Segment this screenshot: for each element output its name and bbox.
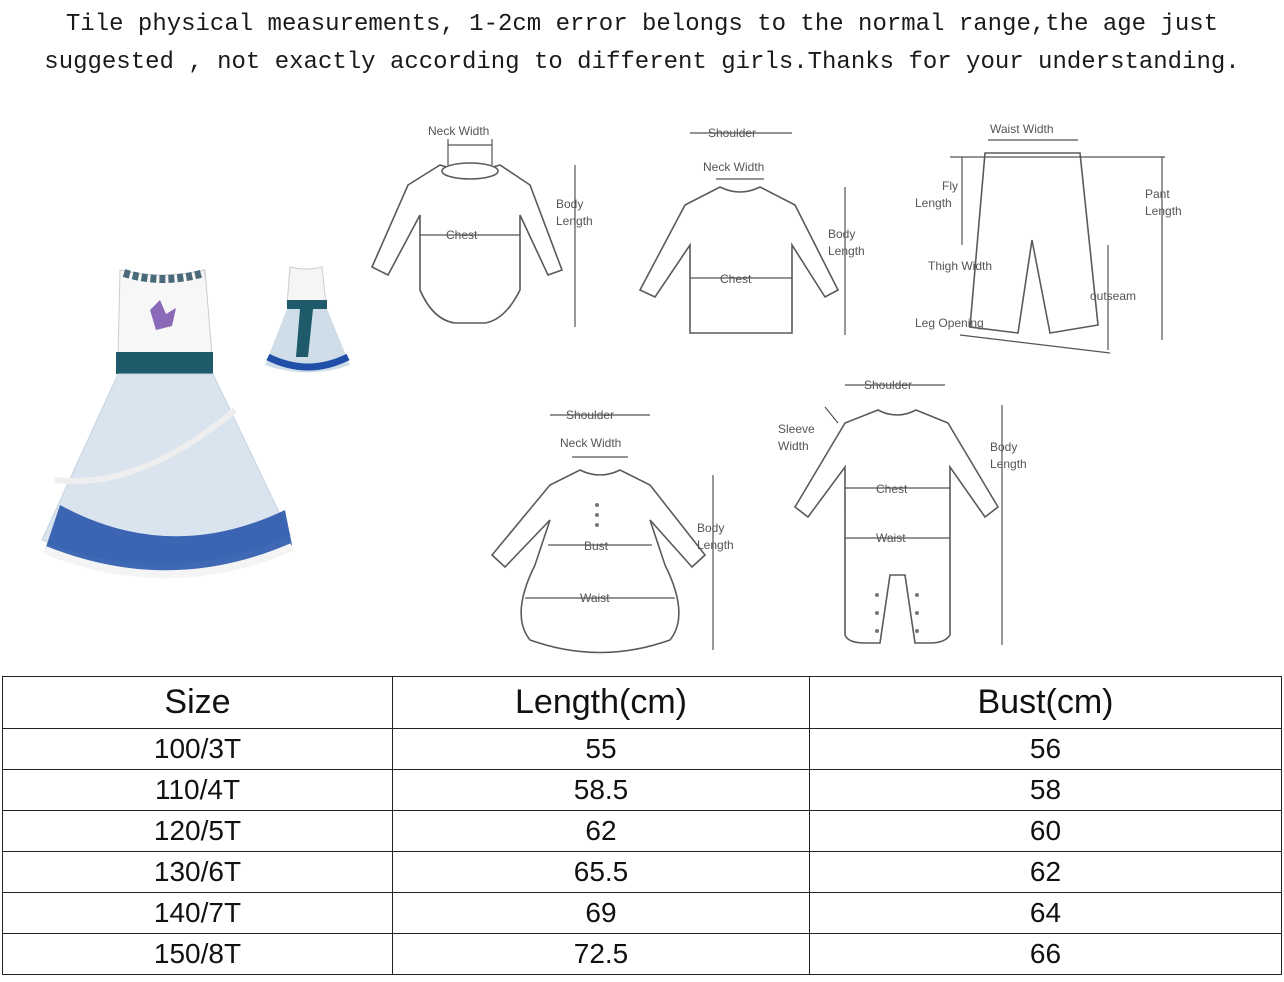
cell-length: 58.5: [393, 770, 810, 811]
romper-diagram: [778, 378, 1027, 645]
bodysuit-chest-label: Chest: [446, 228, 478, 242]
tshirt-chest-label: Chest: [720, 272, 752, 286]
cell-length: 72.5: [393, 934, 810, 975]
pants-thigh-width-label: Thigh Width: [928, 259, 993, 273]
tshirt-neck-width-label: Neck Width: [703, 160, 765, 174]
table-row: [3, 934, 1282, 975]
dress-body-label: Body: [697, 521, 725, 535]
cell-length: 65.5: [393, 852, 810, 893]
table-row: [3, 729, 1282, 770]
pants-pant-label: Pant: [1145, 187, 1170, 201]
cell-bust: 66: [810, 934, 1282, 975]
col-header-size: Size: [3, 677, 393, 729]
cell-size: 100/3T: [3, 729, 393, 770]
romper-body-label: Body: [990, 440, 1018, 454]
romper-width-label: Width: [778, 439, 809, 453]
pants-pant-length-label: Length: [1145, 204, 1182, 218]
table-row: [3, 893, 1282, 934]
cell-length: 69: [393, 893, 810, 934]
tshirt-body-label: Body: [828, 227, 856, 241]
tshirt-shoulder-label: Shoulder: [708, 126, 757, 140]
cell-bust: 58: [810, 770, 1282, 811]
dress-diagram: [492, 408, 734, 653]
tshirt-length-label: Length: [828, 244, 865, 258]
cell-length: 62: [393, 811, 810, 852]
bodysuit-body-label: Body: [556, 197, 584, 211]
romper-waist-label: Waist: [876, 531, 906, 545]
bodysuit-diagram: [372, 124, 593, 327]
col-header-length: Length(cm): [393, 677, 810, 729]
table-header-row: [3, 677, 1282, 729]
cell-size: 110/4T: [3, 770, 393, 811]
tshirt-diagram: [640, 126, 865, 335]
romper-length-label: Length: [990, 457, 1027, 471]
romper-sleeve-label: Sleeve: [778, 422, 815, 436]
bodysuit-neck-width-label: Neck Width: [428, 124, 490, 138]
notice-line-2: suggested , not exactly according to different girls.Thanks for your understanding.: [44, 49, 1240, 76]
table-row: [3, 770, 1282, 811]
size-chart-table: [2, 676, 1282, 975]
bodysuit-length-label: Length: [556, 214, 593, 228]
cell-bust: 60: [810, 811, 1282, 852]
dress-neck-width-label: Neck Width: [560, 436, 622, 450]
pants-waist-width-label: Waist Width: [990, 122, 1054, 136]
col-header-bust: Bust(cm): [810, 677, 1282, 729]
pants-leg-opening-label: Leg Opening: [915, 316, 984, 330]
cell-size: 140/7T: [3, 893, 393, 934]
pants-fly-length-label: Length: [915, 196, 952, 210]
pants-outseam-label: outseam: [1090, 289, 1137, 303]
romper-chest-label: Chest: [876, 482, 908, 496]
cell-size: 120/5T: [3, 811, 393, 852]
dress-length-label: Length: [697, 538, 734, 552]
pants-fly-label: Fly: [942, 179, 958, 193]
illustration-area: [0, 95, 1284, 665]
notice-line-1: Tile physical measurements, 1-2cm error belongs to the normal range,the age just: [65, 11, 1219, 38]
doll-dress-image: [265, 267, 350, 373]
dress-shoulder-label: Shoulder: [566, 408, 615, 422]
romper-shoulder-label: Shoulder: [864, 378, 913, 392]
cell-bust: 64: [810, 893, 1282, 934]
dress-bust-label: Bust: [584, 539, 609, 553]
cell-bust: 56: [810, 729, 1282, 770]
table-row: [3, 811, 1282, 852]
size-notice: [0, 6, 1284, 82]
cell-size: 130/6T: [3, 852, 393, 893]
cell-size: 150/8T: [3, 934, 393, 975]
cell-bust: 62: [810, 852, 1282, 893]
table-row: [3, 852, 1282, 893]
pants-diagram: [915, 122, 1182, 353]
cell-length: 55: [393, 729, 810, 770]
dress-product-image: [42, 270, 292, 574]
dress-waist-label: Waist: [580, 591, 610, 605]
